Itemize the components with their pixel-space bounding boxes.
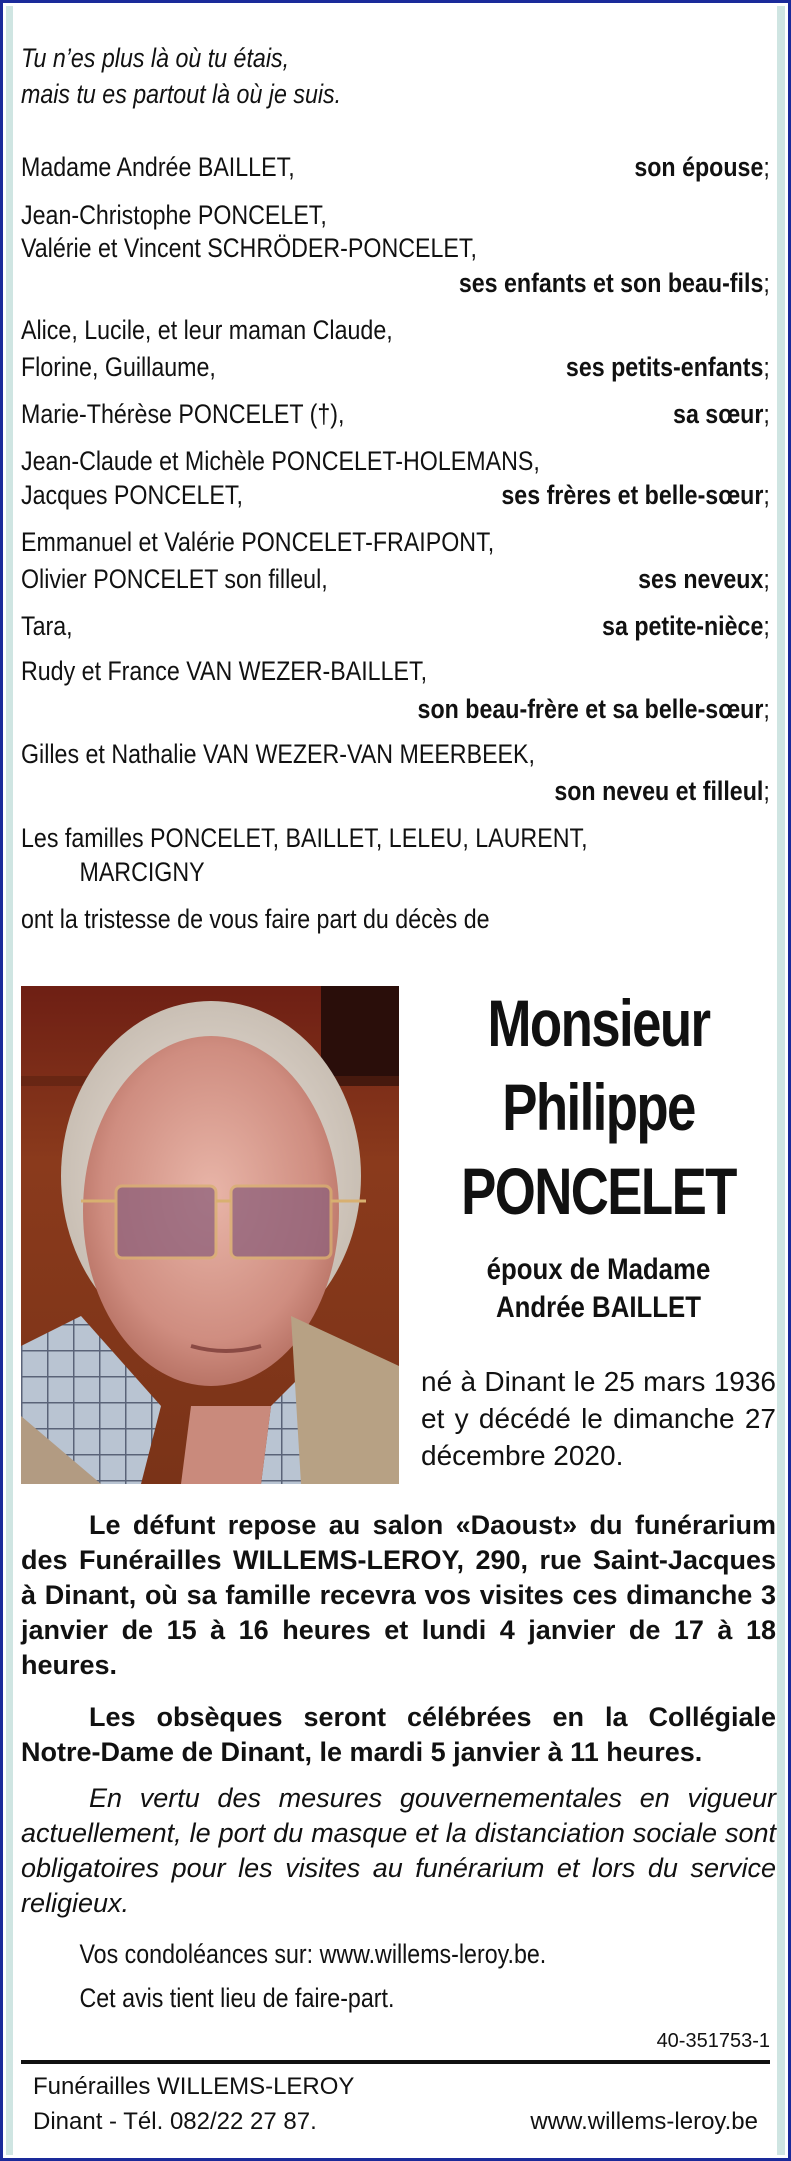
families-line: Les familles PONCELET, BAILLET, LELEU, LAURENT, xyxy=(21,823,588,853)
family-name: Florine, Guillaume, xyxy=(21,352,216,382)
family-relation: ses frères et belle-sœur; xyxy=(501,480,770,510)
family-relation: ses enfants et son beau-fils; xyxy=(459,268,770,298)
family-relation: son épouse; xyxy=(634,152,770,182)
family-relation: son neveu et filleul; xyxy=(554,776,770,806)
left-border-strip xyxy=(6,6,13,2155)
family-name: Jean-Claude et Michèle PONCELET-HOLEMANS, xyxy=(21,446,540,476)
family-name: Alice, Lucile, et leur maman Claude, xyxy=(21,315,393,345)
funeral-paragraph: Les obsèques seront célébrées en la Collégiale Notre-Dame de Dinant, le mardi 5 janvier à 11 heures. xyxy=(21,1702,776,1767)
condolences-line: Vos condoléances sur: www.willems-leroy.be. xyxy=(79,1939,547,1969)
deceased-last-name: PONCELET xyxy=(461,1154,736,1228)
obituary-paragraphs xyxy=(21,3,776,2158)
epigraph-line-2: mais tu es partout là où je suis. xyxy=(21,79,342,109)
family-relation: sa petite-nièce; xyxy=(602,611,770,641)
family-relation: ses petits-enfants; xyxy=(566,352,770,382)
families-line-continued: MARCIGNY xyxy=(79,857,205,887)
family-name: Jacques PONCELET, xyxy=(21,480,243,510)
notice-line: Cet avis tient lieu de faire-part. xyxy=(79,1983,395,2013)
reference-number: 40-351753-1 xyxy=(656,2030,770,2052)
epigraph-line-1: Tu n’es plus là où tu étais, xyxy=(21,43,290,73)
deceased-first-name: Philippe xyxy=(502,1070,695,1144)
footer-contact: Dinant - Tél. 082/22 27 87. xyxy=(33,2108,317,2135)
family-name: Jean-Christophe PONCELET, xyxy=(21,200,327,230)
family-relation: ses neveux; xyxy=(638,564,770,594)
family-name: Valérie et Vincent SCHRÖDER-PONCELET, xyxy=(21,233,477,263)
spouse-line-2: Andrée BAILLET xyxy=(495,1291,701,1324)
divider-rule xyxy=(21,2060,770,2064)
spouse-line-1: époux de Madame xyxy=(486,1253,711,1286)
deceased-title: Monsieur xyxy=(487,986,710,1060)
covid-paragraph: En vertu des mesures gouvernementales en vigueur actuellement, le port du masque et la distanciation sociale sont obligatoires pour les visites au funérarium et lors du service religieux. xyxy=(21,1783,776,1918)
footer-website-link[interactable]: www.willems-leroy.be xyxy=(530,2108,758,2135)
family-name: Rudy et France VAN WEZER-BAILLET, xyxy=(21,656,428,686)
family-name: Marie-Thérèse PONCELET (†), xyxy=(21,399,345,429)
birth-death-info: né à Dinant le 25 mars 1936 et y décédé le dimanche 27 décembre 2020. xyxy=(421,1366,776,1471)
family-name: Emmanuel et Valérie PONCELET-FRAIPONT, xyxy=(21,527,495,557)
announcement-line: ont la tristesse de vous faire part du décès de xyxy=(21,904,490,934)
footer-contact-row xyxy=(33,2105,758,2139)
family-name: Madame Andrée BAILLET, xyxy=(21,152,295,182)
family-relation: son beau-frère et sa belle-sœur; xyxy=(417,694,770,724)
family-name: Olivier PONCELET son filleul, xyxy=(21,564,328,594)
family-name: Tara, xyxy=(21,611,73,641)
right-border-strip xyxy=(777,6,785,2155)
family-relation: sa sœur; xyxy=(673,399,770,429)
visitation-paragraph: Le défunt repose au salon «Daoust» du funérarium des Funérailles WILLEMS-LEROY, 290, rue Saint-Jacques à Dinant, où sa famille recevra vos visites ces dimanche 3 janvier de 15 à 16 heures et lundi 4 janvier de 17 à 18 heures. xyxy=(21,1510,776,1680)
footer-company: Funérailles WILLEMS-LEROY xyxy=(33,2073,355,2100)
family-name: Gilles et Nathalie VAN WEZER-VAN MEERBEEK, xyxy=(21,739,535,769)
